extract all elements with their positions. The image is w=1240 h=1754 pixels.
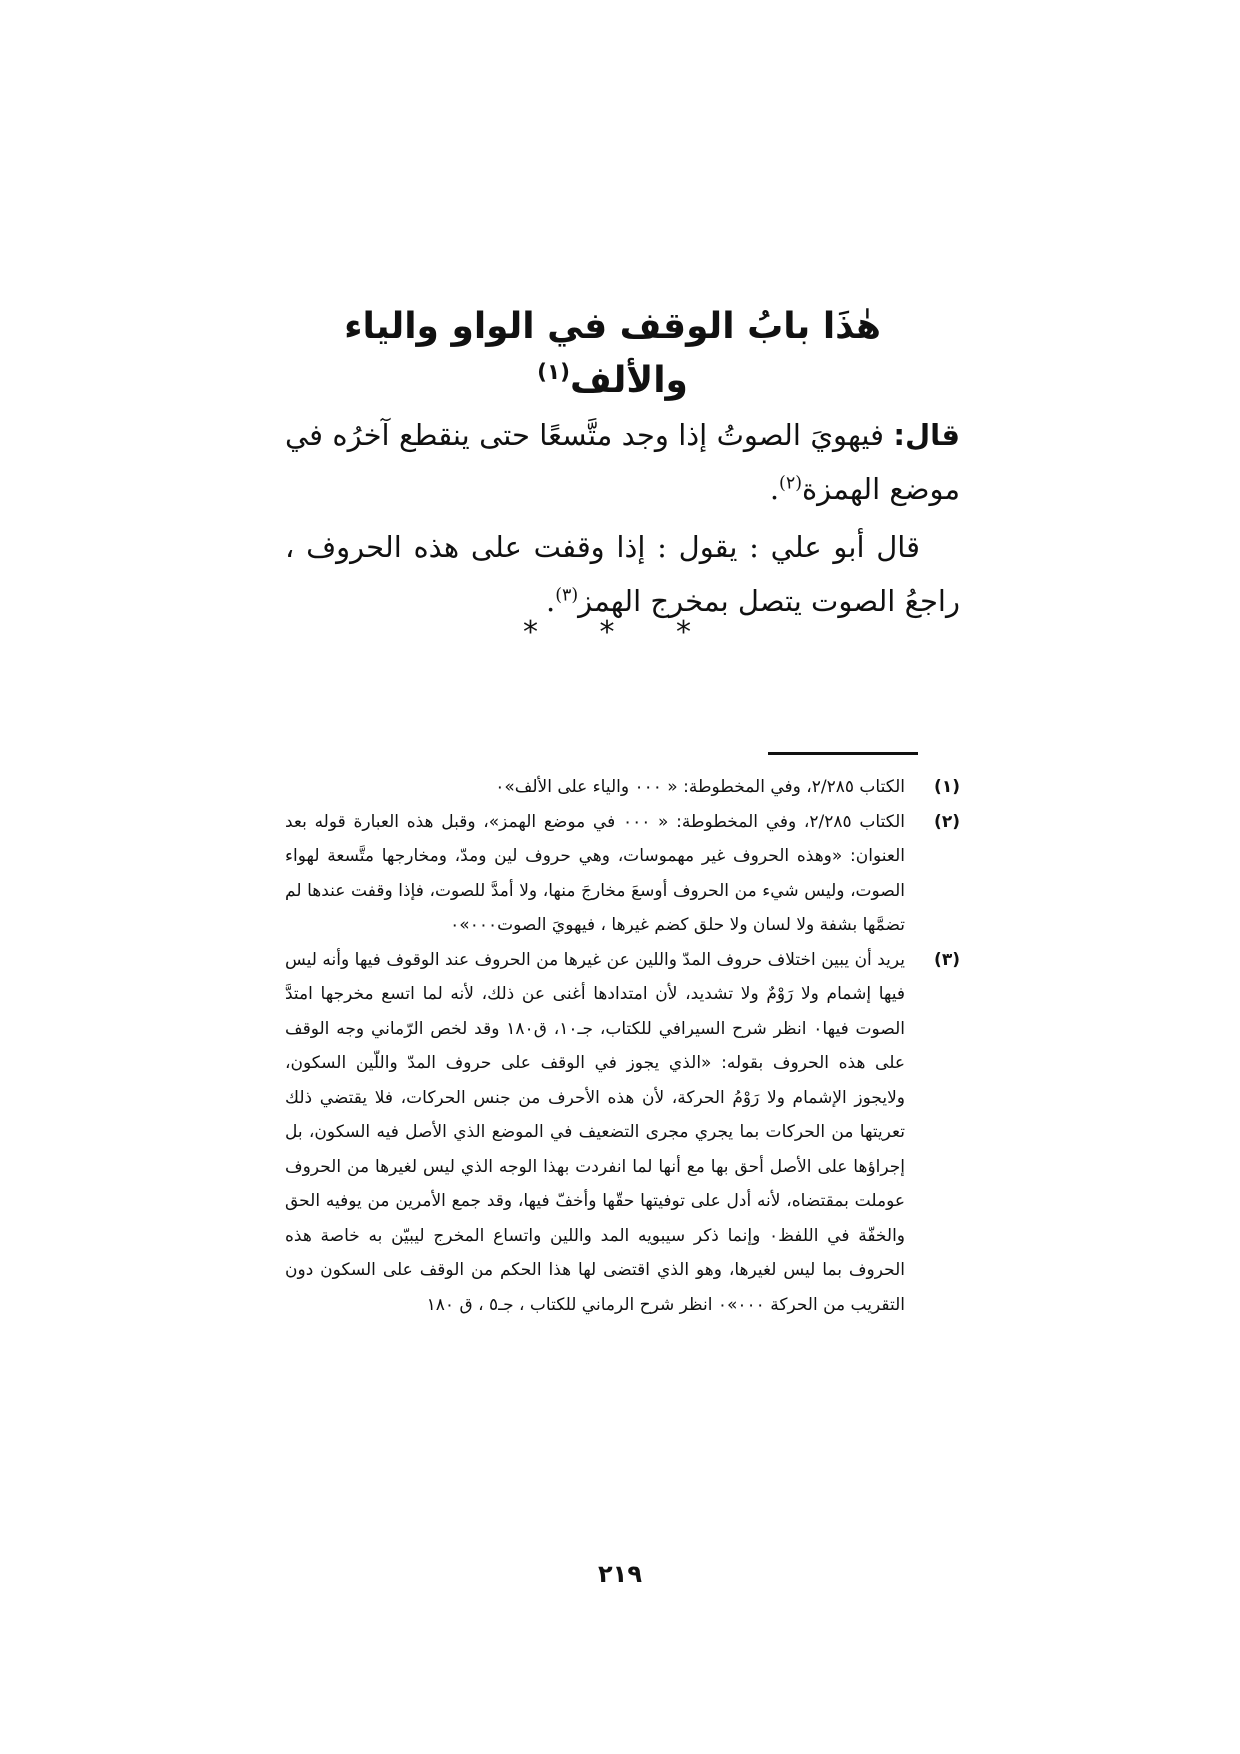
paragraph-2	[285, 520, 960, 628]
paragraph-lead: قال:	[893, 418, 960, 452]
footnote-text: الكتاب ٢/٢٨٥، وفي المخطوطة: « ٠٠٠ في موضع الهمز»، وقبل هذه العبارة قوله بعد العنوان: «وهذه الحروف غير مهموسات، وهي حروف لين ومدّ، ومخارجها متَّسعة لهواء الصوت، وليس شيء من الحروف أوسعَ مخارجَ منها، ولا أمدَّ للصوت، فإذا وقفت عندها لم تضمَّها بشفة ولا لسان ولا حلق كضم غيرها ، فيهويَ الصوت٠٠٠»٠	[285, 811, 905, 935]
footnote-3	[285, 943, 960, 1323]
footnotes	[285, 770, 960, 1322]
section-separator: * * *	[522, 615, 718, 650]
footnote-ref-2: (٢)	[779, 473, 802, 494]
footnote-1	[285, 770, 960, 805]
footnote-ref-1: (١)	[537, 360, 570, 385]
paragraph-tail: .	[545, 584, 556, 618]
footnote-divider	[768, 752, 918, 755]
footnote-2	[285, 805, 960, 943]
page-number: ٢١٩	[598, 1560, 642, 1588]
footnote-number: (٣)	[934, 949, 960, 970]
chapter-title	[285, 300, 960, 408]
paragraph-text: قال أبو علي : يقول : إذا وقفت على هذه الحروف ، راجعُ الصوت يتصل بمخرج الهمز	[285, 530, 960, 618]
chapter-title-text: هٰذَا بابُ الوقف في الواو والياء والألف	[344, 306, 881, 401]
footnote-text: الكتاب ٢/٢٨٥، وفي المخطوطة: « ٠٠٠ والياء على الألف»٠	[495, 777, 905, 797]
footnote-ref-3: (٣)	[555, 585, 579, 606]
paragraph-text: فيهويَ الصوتُ إذا وجد متَّسعًا حتى ينقطع آخرُه في موضع الهمزة	[285, 418, 960, 506]
footnote-number: (٢)	[934, 811, 960, 832]
footnote-number: (١)	[934, 777, 960, 797]
paragraph-1	[285, 408, 960, 516]
paragraph-tail: .	[769, 472, 780, 506]
footnote-text: يريد أن يبين اختلاف حروف المدّ واللين عن غيرها من الحروف عند الوقوف فيها وأنه ليس فيها إشمام ولا رَوْمٌ ولا تشديد، لأن امتدادها أغنى عن ذلك، لأنه لما اتسع مخرجها امتدَّ الصوت فيها٠ انظر شرح السيرافي للكتاب، جـ١٠، ق١٨٠ وقد لخص الرّماني وجه الوقف على هذه الحروف بقوله: «الذي يجوز في الوقف على حروف المدّ واللّين السكون، ولايجوز الإشمام ولا رَوْمُ الحركة، لأن هذه الأحرف من جنس الحركات، فلا يقتضي ذلك تعريتها من الحركات بما يجري مجرى التضعيف في الموضع الذي الأصل فيه السكون، بل إجراؤها على الأصل أحق بها مع أنها لما انفردت بهذا الوجه الذي ليس لغيرها من الحروف عوملت بمقتضاه، لأنه أدل على توفيتها حقّها وأخفّ فيها، وقد جمع الأمرين من يوفيه الحق والخفّة في اللفظ٠ وإنما ذكر سيبويه المد واللين واتساع المخرج ليبيّن به خاصة هذه الحروف بما ليس لغيرها، وهو الذي اقتضى لها هذا الحكم من الوقف على السكون دون التقريب من الحركة ٠٠٠»٠ انظر شرح الرماني للكتاب ، جـ٥ ، ق ١٨٠	[285, 949, 906, 1315]
main-text	[285, 300, 960, 628]
